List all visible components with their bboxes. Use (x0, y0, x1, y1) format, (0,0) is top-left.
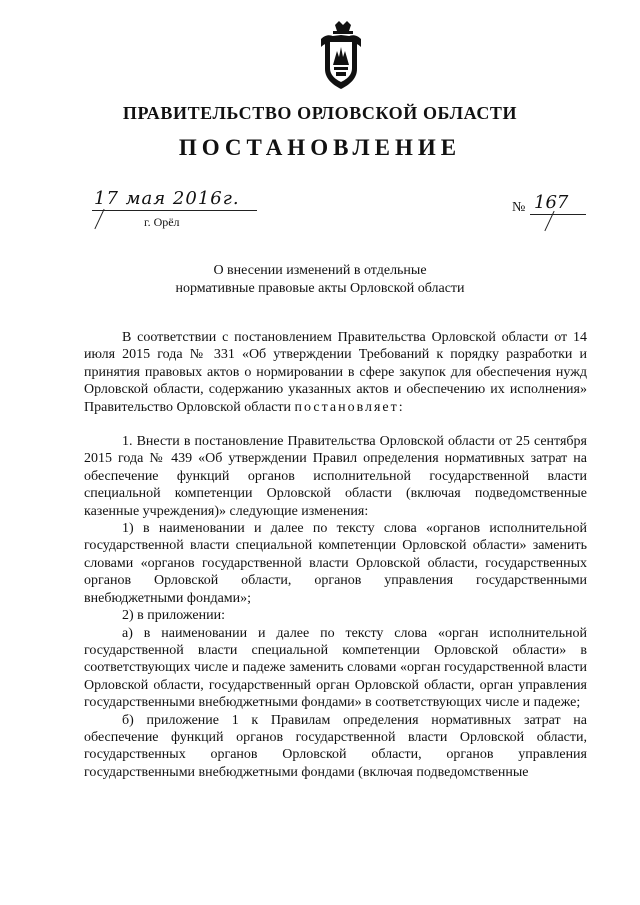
subject-line: О внесении изменений в отдельные (213, 263, 427, 278)
clause-1: 1. Внести в постановление Правительства Орловской области от 25 сентября 2015 года № 439 «Об утверждении Правил определения нормативных затрат на обеспечение функций органов исполнительной государственной власти специальной компетенции Орловской области (включая подведомственные казенные учреждения)» следующие изменения: (84, 434, 587, 519)
preamble-paragraph (84, 329, 587, 416)
document-subject (0, 262, 640, 298)
number-underline (530, 214, 586, 215)
clause-1-1: 1) в наименовании и далее по тексту слова «органов исполнительной государственной власти специальной компетенции Орловской области» заменить словами «органов государственной власти Орловской области, государственных органов Орловской области, органов управления государственными внебюджетными фондами»; (84, 521, 587, 606)
preamble-resolves: постановляет: (294, 399, 405, 415)
handwritten-date: 17 мая 2016г. (94, 188, 240, 209)
subject-line: нормативные правовые акты Орловской области (175, 281, 465, 296)
clause-1-2-b: б) приложение 1 к Правилам определения нормативных затрат на обеспечение функций органов государственной власти Орловской области, государственных органов Орловской области, органов управления государственными внебюджетными фондами (включая подведомственные (84, 712, 587, 780)
number-label: № (512, 200, 526, 215)
handwritten-number: 167 (534, 192, 569, 213)
preamble-text: В соответствии с постановлением Правительства Орловской области от 14 июля 2015 года № 331 «Об утверждении Требований к порядку разработки и принятия правовых актов о нормировании в сфере закупок для обеспечения нужд Орловской области, содержанию указанных актов и обеспечению их исполнения» Правительство Орловской области (84, 330, 587, 415)
coat-of-arms-emblem (315, 21, 367, 93)
date-underline (92, 210, 257, 211)
document-body (84, 329, 587, 781)
place-label: г. Орёл (144, 215, 180, 229)
clause-1-2: 2) в приложении: (122, 608, 225, 624)
organization-title: ПРАВИТЕЛЬСТВО ОРЛОВСКОЙ ОБЛАСТИ (122, 103, 518, 123)
document-type-title: ПОСТАНОВЛЕНИЕ (178, 135, 462, 160)
clause-1-2-a: а) в наименовании и далее по тексту слова «орган исполнительной государственной власти специальной компетенции Орловской области» в соответствующих числе и падеже заменить словами «орган государственной власти Орловской области, государственный орган Орловской области, орган управления государственными внебюджетными фондами» в соответствующих числе и падеже; (84, 625, 587, 711)
